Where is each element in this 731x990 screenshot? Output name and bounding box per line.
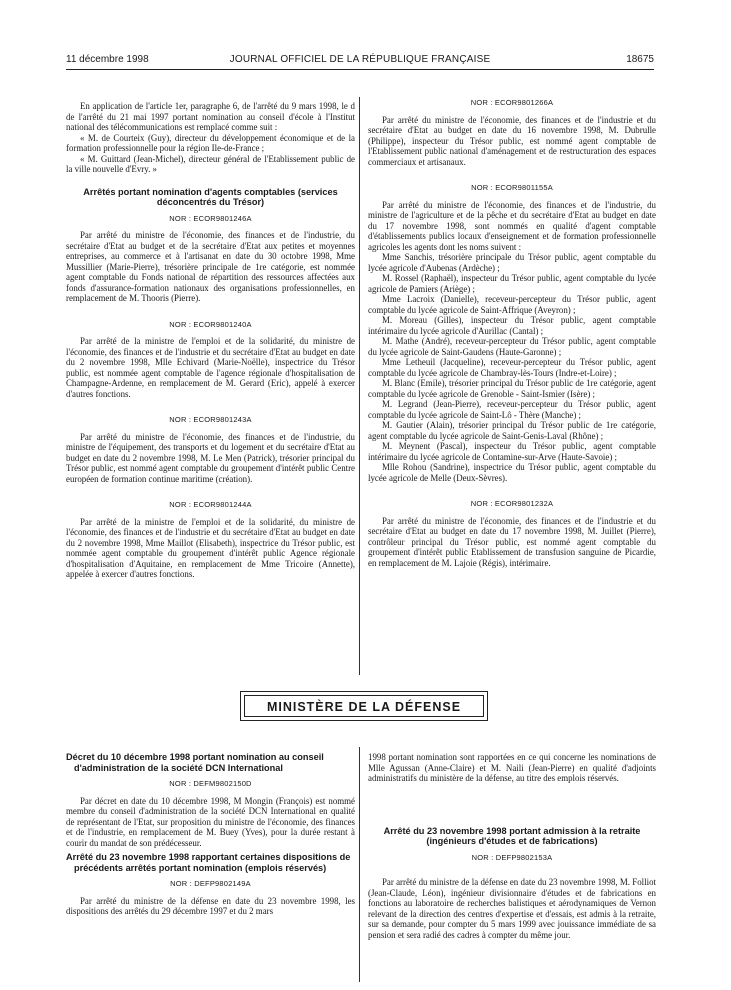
nor-code: NOR : ECOR9801155A xyxy=(471,183,553,192)
list-item: « M. Guittard (Jean-Michel), directeur général de l'Etablissement public de la ville nouvelle d'Evry. » xyxy=(66,153,355,174)
list-item: Mme Sanchis, trésorière principale du Trésor public, agent comptable du lycée agricole d'Aubenas (Ardèche) ; xyxy=(368,252,656,273)
list-item: M. Meynent (Pascal), inspecteur du Trésor public, agent comptable intérimaire du lycée agricole de Contamine-sur-Arve (Haute-Savoie) ; xyxy=(368,441,656,462)
nor-code: NOR : DEFP9802149A xyxy=(170,879,251,888)
list-item: « M. de Courteix (Guy), directeur du développement économique et de la formation professionnelle pour la région Ile-de-France ; xyxy=(66,132,355,153)
nor-code: NOR : ECOR9801240A xyxy=(169,319,252,329)
nor-code: NOR : ECOR9801232A xyxy=(470,499,554,508)
paragraph: Par arrêté du ministre de la défense en date du 23 novembre 1998, M. Folliot (Jean-Claude, Léon), ingénieur divisionnaire d'études et de fabrications en fonctions au laboratoire de recherches balistiques et aérodynamiques de Vernon relevant de la direction des centres d'expertise et d'essais, est admis à la retraite, sur sa demande, pour compter du 5 mars 1999 avec jouissance immédiate de sa pension et sera radié des cadres à compter du même jour. xyxy=(368,877,656,940)
journal-title: JOURNAL OFFICIEL DE LA RÉPUBLIQUE FRANÇAISE xyxy=(229,54,491,65)
intro-paragraph: En application de l'article 1er, paragraphe 6, de l'arrêté du 9 mars 1998, le d de l'arrêté du 21 mai 1997 portant nomination au conseil d'école à l'Institut national des télécommunications est remplacé comme suit : xyxy=(66,101,355,132)
paragraph: Par arrêté du ministre de l'économie, des finances et de l'industrie, du ministre de l'agriculture et de la pêche et du secrétaire d'Etat au budget en date du 17 novembre 1998, sont nommés en qualité d'agent comptable d'établissements publics locaux d'enseignement et de formation professionnelle agricoles les agents dont les noms suivent : xyxy=(368,199,656,252)
list-item: M. Gautier (Alain), trésorier principal du Trésor public de 1re catégorie, agent comptable du lycée agricole de Saint-Genis-Laval (Rhône) ; xyxy=(368,420,656,441)
nor-code: NOR : ECOR9801244A xyxy=(169,500,252,509)
decree-title: Décret du 10 décembre 1998 portant nomination au conseil d'administration de la société DCN International xyxy=(66,752,324,773)
list-item: M. Legrand (Jean-Pierre), receveur-percepteur du Trésor public, agent comptable du lycée agricole de Saint-Lô - Thère (Manche) ; xyxy=(368,399,656,420)
column-divider xyxy=(359,747,360,982)
section-title: Arrêtés portant nomination d'agents comptables (services déconcentrés du Trésor) xyxy=(83,186,338,207)
paragraph: Par arrêté du ministre de l'économie, des finances et de l'industrie et du secrétaire d'Etat au budget en date du 17 novembre 1998, M. Juillet (Pierre), contrôleur principal du Trésor public, est nommé agent comptable du groupement d'intérêt public Etablissement de transfusion sanguine de Picardie, en remplacement de M. Lajoie (Régis), intérimaire. xyxy=(368,515,656,568)
paragraph: Par arrêté de la ministre de l'emploi et de la solidarité, du ministre de l'économie, des finances et de l'industrie et du secrétaire d'Etat au budget en date du 2 novembre 1998, Mlle Echivard (Marie-Noëlle), inspectrice du Trésor public, est nommée agent comptable de l'agence régionale d'hospitalisation de Champagne-Ardenne, en remplacement de M. Gerard (Eric), appelé à exercer d'autres fonctions. xyxy=(66,336,355,399)
nor-code: NOR : DEFP9802153A xyxy=(471,852,553,862)
list-item: M. Mathe (André), receveur-percepteur du Trésor public, agent comptable du lycée agricole de Saint-Gaudens (Haute-Garonne) ; xyxy=(368,336,656,357)
header-rule xyxy=(66,69,654,70)
list-item: Mme Letheuil (Jacqueline), receveur-percepteur du Trésor public, agent comptable du lycée agricole de Chambray-lès-Tours (Indre-et-Loire) ; xyxy=(368,357,656,378)
list-item: Mme Lacroix (Danielle), receveur-percepteur du Trésor public, agent comptable du lycée agricole de Saint-Affrique (Aveyron) ; xyxy=(368,294,656,315)
list-item: M. Moreau (Gilles), inspecteur du Trésor public, agent comptable intérimaire du lycée agricole d'Aurillac (Cantal) ; xyxy=(368,315,656,336)
paragraph: Par arrêté de la ministre de l'emploi et de la solidarité, du ministre de l'économie, des finances et de l'industrie et du secrétaire d'Etat au budget en date du 2 novembre 1998, Mme Maillot (Elisabeth), inspectrice du Trésor public, est nommée agent comptable du groupement d'intérêt public Agence régionale d'hospitalisation d'Aquitaine, en remplacement de Mme Tricoire (Annette), appelée à exercer d'autres fonctions. xyxy=(66,516,355,579)
list-item: M. Rossel (Raphaël), inspecteur du Trésor public, agent comptable du lycée agricole de Pamiers (Ariège) ; xyxy=(368,273,656,294)
list-item: Mlle Rohou (Sandrine), inspectrice du Trésor public, agent comptable du lycée agricole de Melle (Deux-Sèvres). xyxy=(368,462,656,483)
paragraph: Par arrêté du ministre de la défense en date du 23 novembre 1998, les dispositions des arrêtés du 29 décembre 1997 et du 2 mars xyxy=(66,895,355,916)
list-item: M. Blanc (Emile), trésorier principal du Trésor public de 1re catégorie, agent comptable du lycée agricole de Grenoble - Saint-Ismier (Isère) ; xyxy=(368,378,656,399)
retirement-title: Arrêté du 23 novembre 1998 portant admission à la retraite (ingénieurs d'études et de fabrications) xyxy=(383,825,641,846)
page-number: 18675 xyxy=(626,54,654,65)
nor-code: NOR : ECOR9801246A xyxy=(169,213,252,223)
paragraph: Par arrêté du ministre de l'économie, des finances et de l'industrie, du ministre de l'équipement, des transports et du logement et du secrétaire d'Etat au budget en date du 2 novembre 1998, M. Le Men (Patrick), trésorier principal du Trésor public, est nommé agent comptable du groupement d'intérêt public Centre européen de formation continue maritime (création). xyxy=(66,431,355,484)
arrete-title: Arrêté du 23 novembre 1998 rapportant certaines dispositions de précédents arrêtés portant nomination (emplois réservés) xyxy=(66,852,351,873)
right-top-column xyxy=(368,98,656,568)
nor-code: NOR : DEFM9802150D xyxy=(169,779,252,788)
nor-code: NOR : ECOR9801266A xyxy=(470,98,554,107)
header-date: 11 décembre 1998 xyxy=(66,54,149,65)
nor-code: NOR : ECOR9801243A xyxy=(169,415,252,424)
paragraph: Par décret en date du 10 décembre 1998, M Mongin (François) est nommé membre du conseil d'administration de la société DCN International en qualité de représentant de l'Etat, sur proposition du ministre de l'économie, des finances et de l'industrie, en remplacement de M. Buey (Yves), pour la durée restant à courir du mandat de son prédécesseur. xyxy=(66,795,355,848)
left-bottom-column xyxy=(66,752,355,917)
page-header xyxy=(66,54,654,68)
paragraph: Par arrêté du ministre de l'économie, des finances et de l'industrie et du secrétaire d'Etat au budget en date du 16 novembre 1998, M. Dubrulle (Philippe), inspecteur du Trésor public, est nommé agent comptable de l'Etablissement public national d'aménagement et de restructuration des espaces commerciaux et artisanaux. xyxy=(368,114,656,167)
right-bottom-column xyxy=(368,752,656,940)
left-top-column xyxy=(66,101,355,580)
paragraph: Par arrêté du ministre de l'économie, des finances et de l'industrie, du secrétaire d'Etat au budget et de la secrétaire d'Etat aux petites et moyennes entreprises, au commerce et à l'artisanat en date du 30 octobre 1998, Mme Mussillier (Marie-Pierre), trésorière principale de 1re catégorie, est nommée agent comptable du Fonds national de répartition des ressources affectées aux fonds d'assurance-formation nationaux des organisations professionnelles, en remplacement de M. Thooris (Pierre). xyxy=(66,230,355,303)
column-divider xyxy=(359,97,360,675)
ministry-banner: MINISTÈRE DE LA DÉFENSE xyxy=(244,695,484,717)
paragraph: 1998 portant nomination sont rapportées en ce qui concerne les nominations de Mlle Agussan (Anne-Claire) et M. Naili (Jean-Pierre) en qualité d'adjoints administratifs du ministère de la défense, au titre des emplois réservés. xyxy=(368,752,656,783)
